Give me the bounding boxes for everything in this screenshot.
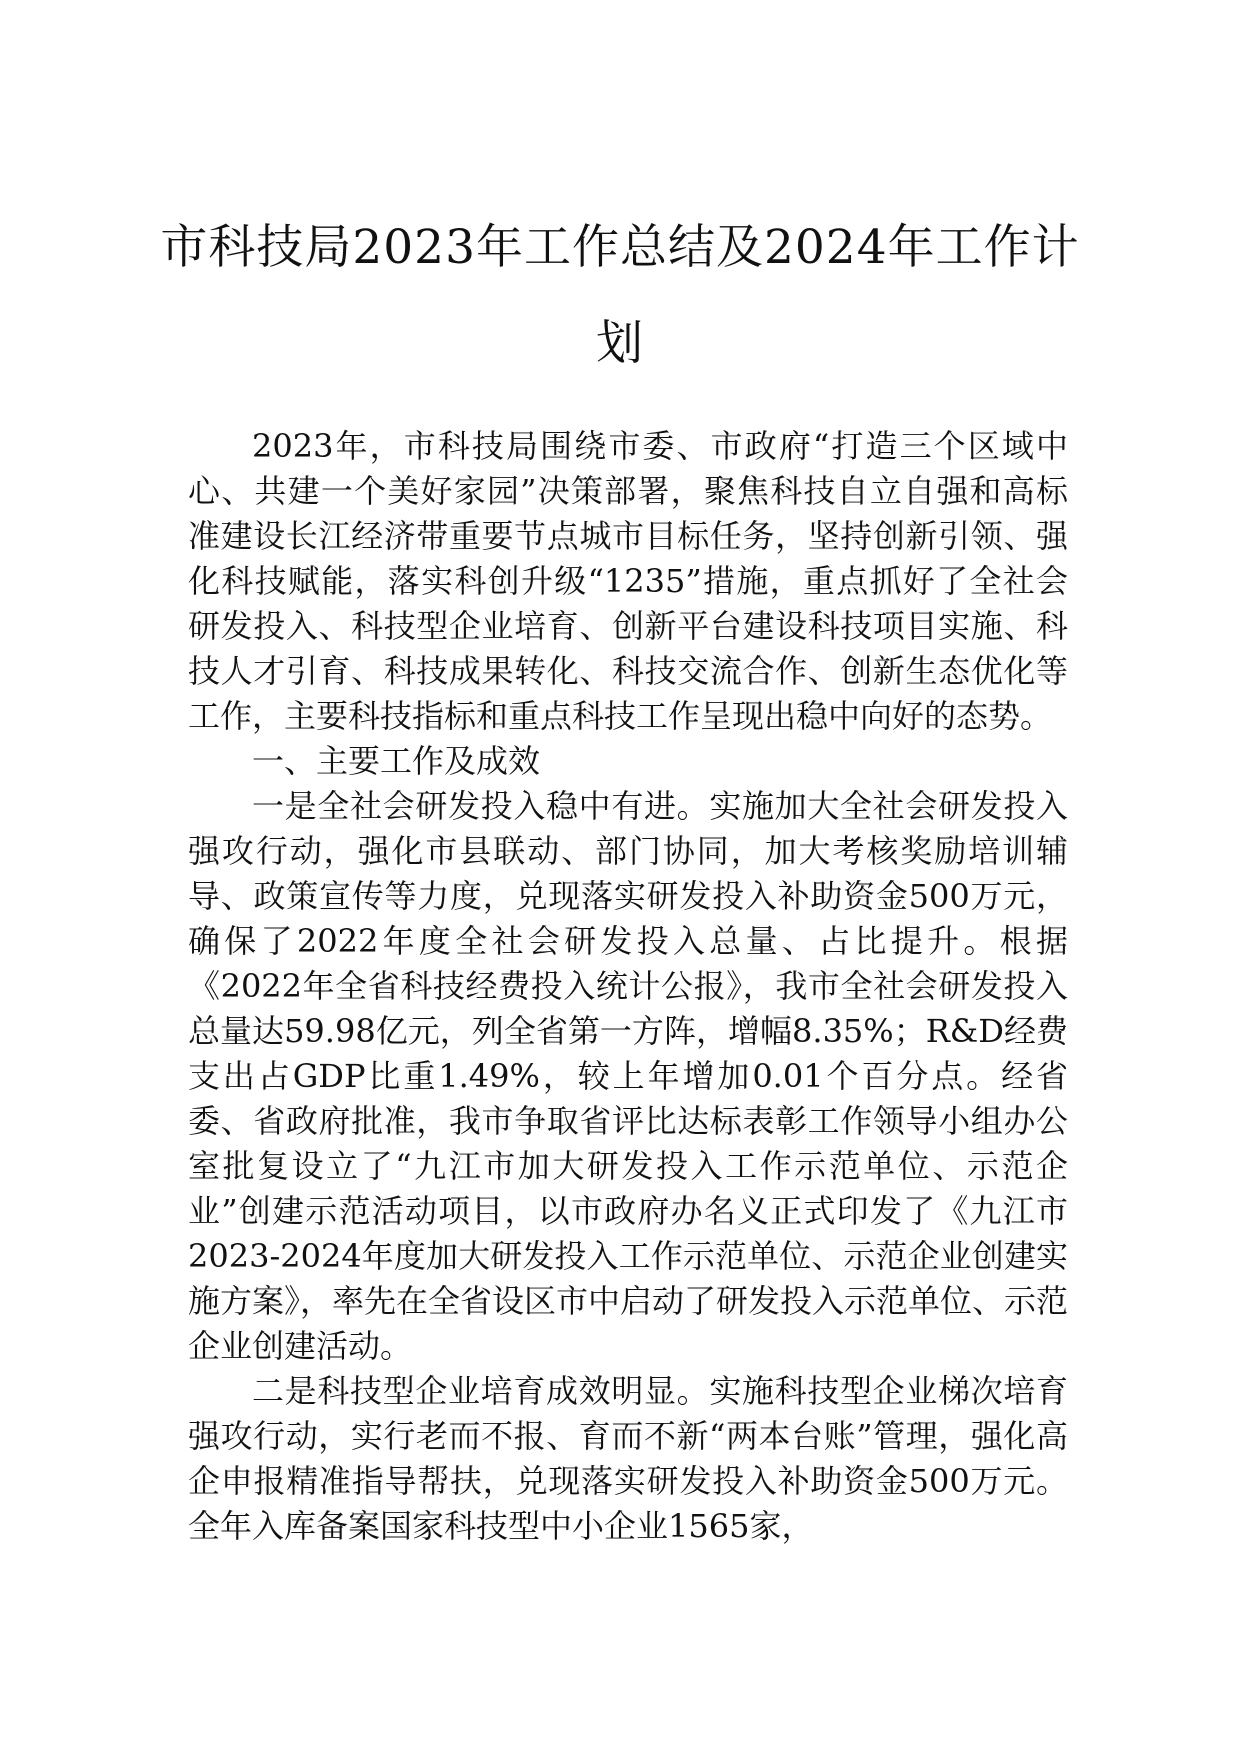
intro-paragraph: 2023年，市科技局围绕市委、市政府“打造三个区域中心、共建一个美好家园”决策部署，聚焦科技自立自强和高标准建设长江经济带重要节点城市目标任务，坚持创新引领、强化科技赋能，落实科创升级“1235”措施，重点抓好了全社会研发投入、科技型企业培育、创新平台建设科技项目实施、科技人才引育、科技成果转化、科技交流合作、创新生态优化等工作，主要科技指标和重点科技工作呈现出稳中向好的态势。 xyxy=(188,427,1068,735)
paragraph-rd-investment: 一是全社会研发投入稳中有进。实施加大全社会研发投入强攻行动，强化市县联动、部门协同，加大考核奖励培训辅导、政策宣传等力度，兑现落实研发投入补助资金500万元，确保了2022年度全社会研发投入总量、占比提升。根据《2022年全省科技经费投入统计公报》，我市全社会研发投入总量达59.98亿元，列全省第一方阵，增幅8.35%；R&D经费支出占GDP比重1.49%，较上年增加0.01个百分点。经省委、省政府批准，我市争取省评比达标表彰工作领导小组办公室批复设立了“九江市加大研发投入工作示范单位、示范企业”创建示范活动项目，以市政府办名义正式印发了《九江市2023-2024年度加大研发投入工作示范单位、示范企业创建实施方案》，率先在全省设区市中启动了研发投入示范单位、示范企业创建活动。 xyxy=(188,787,1069,1365)
section-heading-main-work: 一、主要工作及成效 xyxy=(252,742,541,780)
document-body xyxy=(188,424,1068,1549)
paragraph-tech-enterprise: 二是科技型企业培育成效明显。实施科技型企业梯次培育强攻行动，实行老而不报、育而不新“两本台账”管理，强化高企申报精准指导帮扶，兑现落实研发投入补助资金500万元。全年入库备案国家科技型中小企业1565家， xyxy=(188,1372,1068,1545)
document-title: 市科技局2023年工作总结及2024年工作计划 xyxy=(160,220,1080,371)
